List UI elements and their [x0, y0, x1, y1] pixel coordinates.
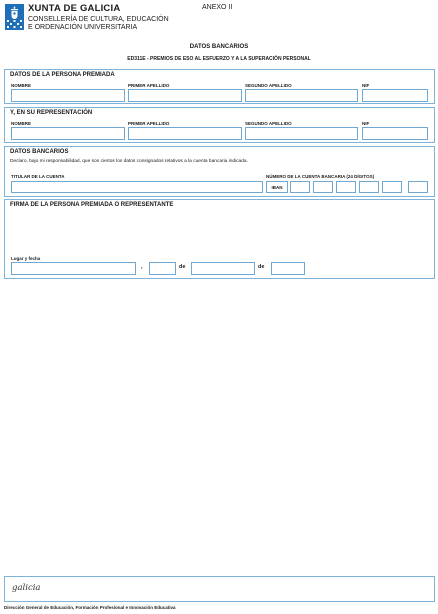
- rep-surname2-input[interactable]: [245, 127, 358, 140]
- department-name: [28, 16, 178, 32]
- footer-box: [4, 576, 435, 602]
- rep-name-label: NOMBRE: [11, 121, 31, 126]
- rep-surname1-label: PRIMER APELLIDO: [128, 121, 170, 126]
- year-input[interactable]: [271, 262, 305, 275]
- month-input[interactable]: [191, 262, 255, 275]
- account-holder-label: TITULAR DE LA CUENTA: [11, 174, 65, 179]
- org-name: XUNTA DE GALICIA: [28, 3, 121, 14]
- department-line-1: CONSELLERÍA DE CULTURA, EDUCACIÓN: [28, 16, 169, 23]
- awardee-surname1-label: PRIMER APELLIDO: [128, 83, 170, 88]
- awardee-name-input[interactable]: [11, 89, 125, 102]
- bank-section-title: DATOS BANCARIOS: [10, 149, 69, 155]
- comma-separator: ,: [141, 264, 143, 270]
- iban-block-5[interactable]: [382, 181, 402, 193]
- iban-block-3[interactable]: [336, 181, 356, 193]
- bank-declaration: Declaro, bajo mi responsabilidad, que son ciertos los datos consignados relativos a la cuenta bancaria indicada.: [10, 159, 248, 164]
- rep-nif-input[interactable]: [362, 127, 428, 140]
- signature-section: [4, 199, 435, 279]
- awardee-surname2-label: SEGUNDO APELLIDO: [245, 83, 292, 88]
- awardee-nif-label: NIF: [362, 83, 370, 88]
- place-date-label: Lugar y fecha: [11, 256, 41, 261]
- representative-section-title: Y, EN SU REPRESENTACIÓN: [10, 110, 93, 116]
- footer-text: Dirección General de Educación, Formación Profesional e Innovación Educativa: [4, 605, 176, 610]
- awardee-name-label: NOMBRE: [11, 83, 31, 88]
- galicia-logo: galicia: [12, 583, 41, 593]
- rep-nif-label: NIF: [362, 121, 370, 126]
- awardee-surname2-input[interactable]: [245, 89, 358, 102]
- de-separator-2: de: [258, 264, 265, 270]
- place-input[interactable]: [11, 262, 136, 275]
- iban-block-6[interactable]: [408, 181, 428, 193]
- rep-surname1-input[interactable]: [128, 127, 242, 140]
- awardee-surname1-input[interactable]: [128, 89, 242, 102]
- document-title: DATOS BANCARIOS: [189, 44, 249, 50]
- annex-label: ANEXO II: [202, 4, 233, 11]
- bank-section: [4, 146, 435, 197]
- xunta-flag-icon: [5, 4, 24, 30]
- account-number-label: NÚMERO DE LA CUENTA BANCARIA (24 DÍGITOS): [266, 174, 375, 179]
- iban-label: IBAN: [266, 181, 288, 193]
- awardee-section-title: DATOS DE LA PERSONA PREMIADA: [10, 72, 115, 78]
- signature-section-title: FIRMA DE LA PERSONA PREMIADA O REPRESENTANTE: [10, 202, 174, 208]
- department-line-2: E ORDENACIÓN UNIVERSITARIA: [28, 24, 138, 31]
- de-separator-1: de: [179, 264, 186, 270]
- iban-block-1[interactable]: [290, 181, 310, 193]
- iban-block-2[interactable]: [313, 181, 333, 193]
- iban-block-4[interactable]: [359, 181, 379, 193]
- day-input[interactable]: [149, 262, 176, 275]
- awardee-nif-input[interactable]: [362, 89, 428, 102]
- account-holder-input[interactable]: [11, 181, 263, 193]
- rep-surname2-label: SEGUNDO APELLIDO: [245, 121, 292, 126]
- document-subtitle: ED311E - PREMIOS DE ESO AL ESFUERZO Y A LA SUPERACIÓN PERSONAL: [127, 56, 311, 62]
- representative-section: [4, 107, 435, 143]
- rep-name-input[interactable]: [11, 127, 125, 140]
- awardee-section: [4, 69, 435, 104]
